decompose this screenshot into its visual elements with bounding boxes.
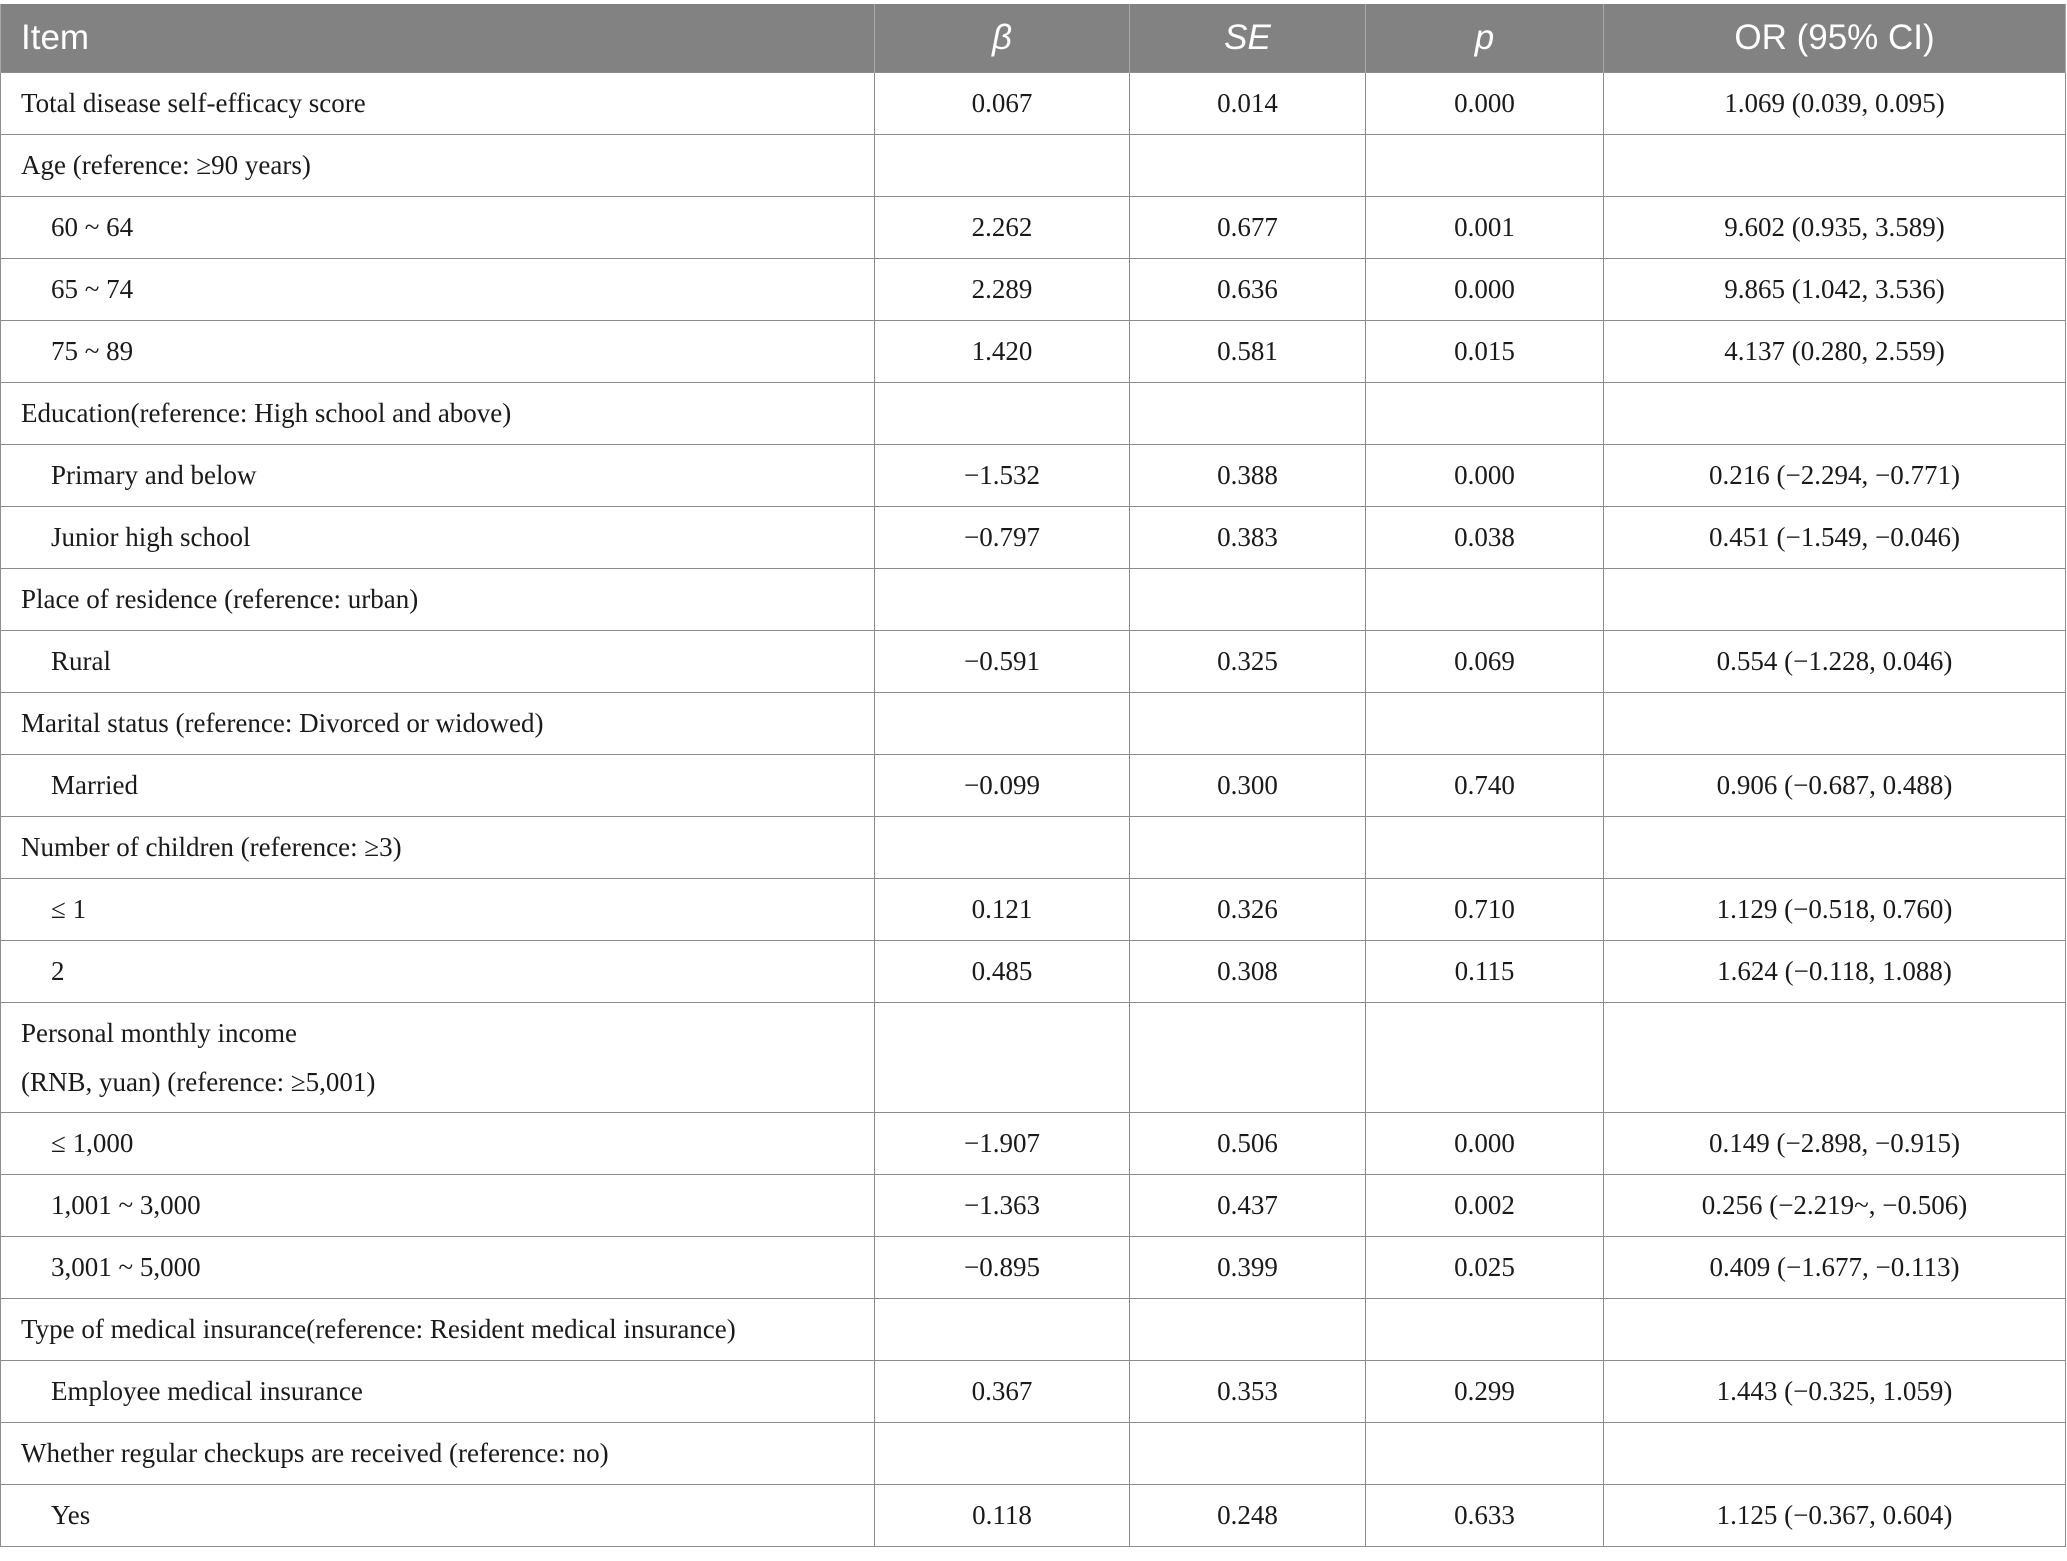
cell-se: 0.437 bbox=[1130, 1175, 1366, 1237]
table-row bbox=[1, 507, 2066, 569]
table-row bbox=[1, 259, 2066, 321]
cell-item bbox=[1, 1003, 875, 1113]
cell-se bbox=[1130, 135, 1366, 197]
table-row bbox=[1, 1113, 2066, 1175]
item-label: Employee medical insurance bbox=[51, 1376, 363, 1406]
cell-item bbox=[1, 1485, 875, 1547]
cell-p bbox=[1366, 1423, 1604, 1485]
item-label: Primary and below bbox=[51, 460, 257, 490]
table-row bbox=[1, 1003, 2066, 1113]
cell-beta: 2.289 bbox=[875, 259, 1130, 321]
cell-or-ci bbox=[1604, 1003, 2066, 1113]
table-row bbox=[1, 941, 2066, 1003]
cell-p: 0.015 bbox=[1366, 321, 1604, 383]
table-row bbox=[1, 1237, 2066, 1299]
cell-or-ci: 1.624 (−0.118, 1.088) bbox=[1604, 941, 2066, 1003]
cell-item bbox=[1, 569, 875, 631]
item-label: 2 bbox=[51, 956, 65, 986]
cell-item bbox=[1, 631, 875, 693]
table-row bbox=[1, 631, 2066, 693]
cell-or-ci: 9.865 (1.042, 3.536) bbox=[1604, 259, 2066, 321]
cell-beta: 0.121 bbox=[875, 879, 1130, 941]
cell-se bbox=[1130, 693, 1366, 755]
cell-p bbox=[1366, 135, 1604, 197]
cell-item bbox=[1, 1113, 875, 1175]
table-row bbox=[1, 879, 2066, 941]
cell-p: 0.038 bbox=[1366, 507, 1604, 569]
cell-or-ci: 4.137 (0.280, 2.559) bbox=[1604, 321, 2066, 383]
cell-or-ci: 0.451 (−1.549, −0.046) bbox=[1604, 507, 2066, 569]
cell-or-ci bbox=[1604, 693, 2066, 755]
cell-or-ci: 1.443 (−0.325, 1.059) bbox=[1604, 1361, 2066, 1423]
cell-p: 0.000 bbox=[1366, 1113, 1604, 1175]
cell-beta: 0.118 bbox=[875, 1485, 1130, 1547]
cell-or-ci: 1.069 (0.039, 0.095) bbox=[1604, 73, 2066, 135]
cell-or-ci: 1.125 (−0.367, 0.604) bbox=[1604, 1485, 2066, 1547]
table-row bbox=[1, 693, 2066, 755]
cell-item bbox=[1, 941, 875, 1003]
table-row bbox=[1, 1175, 2066, 1237]
cell-beta bbox=[875, 1003, 1130, 1113]
cell-p bbox=[1366, 817, 1604, 879]
cell-se: 0.325 bbox=[1130, 631, 1366, 693]
item-label: 3,001 ~ 5,000 bbox=[51, 1252, 201, 1282]
cell-p bbox=[1366, 569, 1604, 631]
cell-p: 0.001 bbox=[1366, 197, 1604, 259]
cell-p: 0.002 bbox=[1366, 1175, 1604, 1237]
cell-beta bbox=[875, 569, 1130, 631]
item-label-line2: (RNB, yuan) (reference: ≥5,001) bbox=[21, 1066, 376, 1097]
cell-p: 0.000 bbox=[1366, 73, 1604, 135]
cell-p: 0.025 bbox=[1366, 1237, 1604, 1299]
table-row bbox=[1, 445, 2066, 507]
cell-se: 0.248 bbox=[1130, 1485, 1366, 1547]
cell-se: 0.326 bbox=[1130, 879, 1366, 941]
cell-p: 0.000 bbox=[1366, 259, 1604, 321]
cell-se: 0.506 bbox=[1130, 1113, 1366, 1175]
cell-beta: −0.099 bbox=[875, 755, 1130, 817]
table-row bbox=[1, 755, 2066, 817]
cell-beta bbox=[875, 1299, 1130, 1361]
cell-item bbox=[1, 197, 875, 259]
item-label: Married bbox=[51, 770, 138, 800]
table-body bbox=[1, 73, 2066, 1547]
cell-se bbox=[1130, 817, 1366, 879]
cell-item bbox=[1, 321, 875, 383]
cell-se: 0.636 bbox=[1130, 259, 1366, 321]
item-label: Age (reference: ≥90 years) bbox=[21, 150, 311, 180]
table-row bbox=[1, 1485, 2066, 1547]
table-row bbox=[1, 135, 2066, 197]
table-row bbox=[1, 1361, 2066, 1423]
cell-p bbox=[1366, 693, 1604, 755]
item-label: Marital status (reference: Divorced or widowed) bbox=[21, 708, 544, 738]
cell-item bbox=[1, 1175, 875, 1237]
cell-p: 0.633 bbox=[1366, 1485, 1604, 1547]
cell-se: 0.581 bbox=[1130, 321, 1366, 383]
table-row bbox=[1, 569, 2066, 631]
item-label: Place of residence (reference: urban) bbox=[21, 584, 419, 614]
cell-beta: −1.532 bbox=[875, 445, 1130, 507]
table-row bbox=[1, 73, 2066, 135]
cell-or-ci bbox=[1604, 1423, 2066, 1485]
cell-se: 0.677 bbox=[1130, 197, 1366, 259]
item-label: ≤ 1,000 bbox=[51, 1128, 134, 1158]
cell-beta: −0.895 bbox=[875, 1237, 1130, 1299]
cell-p: 0.000 bbox=[1366, 445, 1604, 507]
cell-se bbox=[1130, 383, 1366, 445]
regression-table bbox=[0, 4, 2066, 1547]
item-label: Personal monthly income bbox=[21, 1017, 297, 1048]
table-row bbox=[1, 817, 2066, 879]
cell-se: 0.383 bbox=[1130, 507, 1366, 569]
cell-se bbox=[1130, 1423, 1366, 1485]
item-label: Junior high school bbox=[51, 522, 251, 552]
cell-se: 0.353 bbox=[1130, 1361, 1366, 1423]
cell-item bbox=[1, 135, 875, 197]
cell-beta: 2.262 bbox=[875, 197, 1130, 259]
cell-or-ci: 1.129 (−0.518, 0.760) bbox=[1604, 879, 2066, 941]
cell-item bbox=[1, 73, 875, 135]
item-label: 75 ~ 89 bbox=[51, 336, 134, 366]
cell-beta bbox=[875, 817, 1130, 879]
cell-beta bbox=[875, 693, 1130, 755]
item-label: 65 ~ 74 bbox=[51, 274, 134, 304]
cell-beta: −0.591 bbox=[875, 631, 1130, 693]
cell-se bbox=[1130, 1003, 1366, 1113]
item-label: Rural bbox=[51, 646, 111, 676]
table-row bbox=[1, 197, 2066, 259]
item-label: Yes bbox=[51, 1500, 91, 1530]
header-se: SE bbox=[1130, 4, 1366, 73]
cell-or-ci: 0.554 (−1.228, 0.046) bbox=[1604, 631, 2066, 693]
table-row bbox=[1, 1299, 2066, 1361]
cell-item bbox=[1, 817, 875, 879]
cell-se bbox=[1130, 1299, 1366, 1361]
cell-beta: −1.907 bbox=[875, 1113, 1130, 1175]
cell-or-ci: 0.256 (−2.219~, −0.506) bbox=[1604, 1175, 2066, 1237]
cell-item bbox=[1, 259, 875, 321]
cell-beta: 0.367 bbox=[875, 1361, 1130, 1423]
cell-beta bbox=[875, 135, 1130, 197]
item-label: 60 ~ 64 bbox=[51, 212, 134, 242]
cell-p: 0.740 bbox=[1366, 755, 1604, 817]
cell-beta: 1.420 bbox=[875, 321, 1130, 383]
cell-or-ci: 0.149 (−2.898, −0.915) bbox=[1604, 1113, 2066, 1175]
cell-item bbox=[1, 1423, 875, 1485]
cell-p: 0.115 bbox=[1366, 941, 1604, 1003]
cell-beta: −1.363 bbox=[875, 1175, 1130, 1237]
cell-or-ci bbox=[1604, 569, 2066, 631]
cell-or-ci bbox=[1604, 1299, 2066, 1361]
cell-or-ci: 9.602 (0.935, 3.589) bbox=[1604, 197, 2066, 259]
cell-item bbox=[1, 693, 875, 755]
cell-item bbox=[1, 879, 875, 941]
cell-p: 0.069 bbox=[1366, 631, 1604, 693]
cell-beta bbox=[875, 383, 1130, 445]
item-label: Type of medical insurance(reference: Resident medical insurance) bbox=[21, 1314, 736, 1344]
cell-se: 0.399 bbox=[1130, 1237, 1366, 1299]
cell-beta: −0.797 bbox=[875, 507, 1130, 569]
item-label: Education(reference: High school and above) bbox=[21, 398, 512, 428]
cell-beta: 0.485 bbox=[875, 941, 1130, 1003]
cell-or-ci bbox=[1604, 817, 2066, 879]
cell-p bbox=[1366, 1003, 1604, 1113]
cell-item bbox=[1, 445, 875, 507]
cell-item bbox=[1, 507, 875, 569]
item-label: Total disease self-efficacy score bbox=[21, 88, 366, 118]
cell-or-ci bbox=[1604, 383, 2066, 445]
cell-item bbox=[1, 383, 875, 445]
cell-or-ci: 0.409 (−1.677, −0.113) bbox=[1604, 1237, 2066, 1299]
table-row bbox=[1, 321, 2066, 383]
cell-item bbox=[1, 755, 875, 817]
cell-or-ci: 0.906 (−0.687, 0.488) bbox=[1604, 755, 2066, 817]
cell-item bbox=[1, 1299, 875, 1361]
cell-se: 0.308 bbox=[1130, 941, 1366, 1003]
cell-p bbox=[1366, 383, 1604, 445]
item-label: Whether regular checkups are received (reference: no) bbox=[21, 1438, 609, 1468]
header-p: p bbox=[1366, 4, 1604, 73]
item-label: ≤ 1 bbox=[51, 894, 87, 924]
header-beta: β bbox=[875, 4, 1130, 73]
cell-beta: 0.067 bbox=[875, 73, 1130, 135]
cell-item bbox=[1, 1361, 875, 1423]
cell-se bbox=[1130, 569, 1366, 631]
cell-or-ci bbox=[1604, 135, 2066, 197]
cell-p bbox=[1366, 1299, 1604, 1361]
item-label: Number of children (reference: ≥3) bbox=[21, 832, 402, 862]
header-or-ci: OR (95% CI) bbox=[1604, 4, 2066, 73]
header-row bbox=[1, 4, 2066, 73]
header-item: Item bbox=[1, 4, 875, 73]
table-row bbox=[1, 1423, 2066, 1485]
cell-se: 0.300 bbox=[1130, 755, 1366, 817]
table-row bbox=[1, 383, 2066, 445]
cell-p: 0.710 bbox=[1366, 879, 1604, 941]
cell-beta bbox=[875, 1423, 1130, 1485]
cell-se: 0.014 bbox=[1130, 73, 1366, 135]
cell-se: 0.388 bbox=[1130, 445, 1366, 507]
cell-item bbox=[1, 1237, 875, 1299]
item-label: 1,001 ~ 3,000 bbox=[51, 1190, 201, 1220]
cell-or-ci: 0.216 (−2.294, −0.771) bbox=[1604, 445, 2066, 507]
cell-p: 0.299 bbox=[1366, 1361, 1604, 1423]
